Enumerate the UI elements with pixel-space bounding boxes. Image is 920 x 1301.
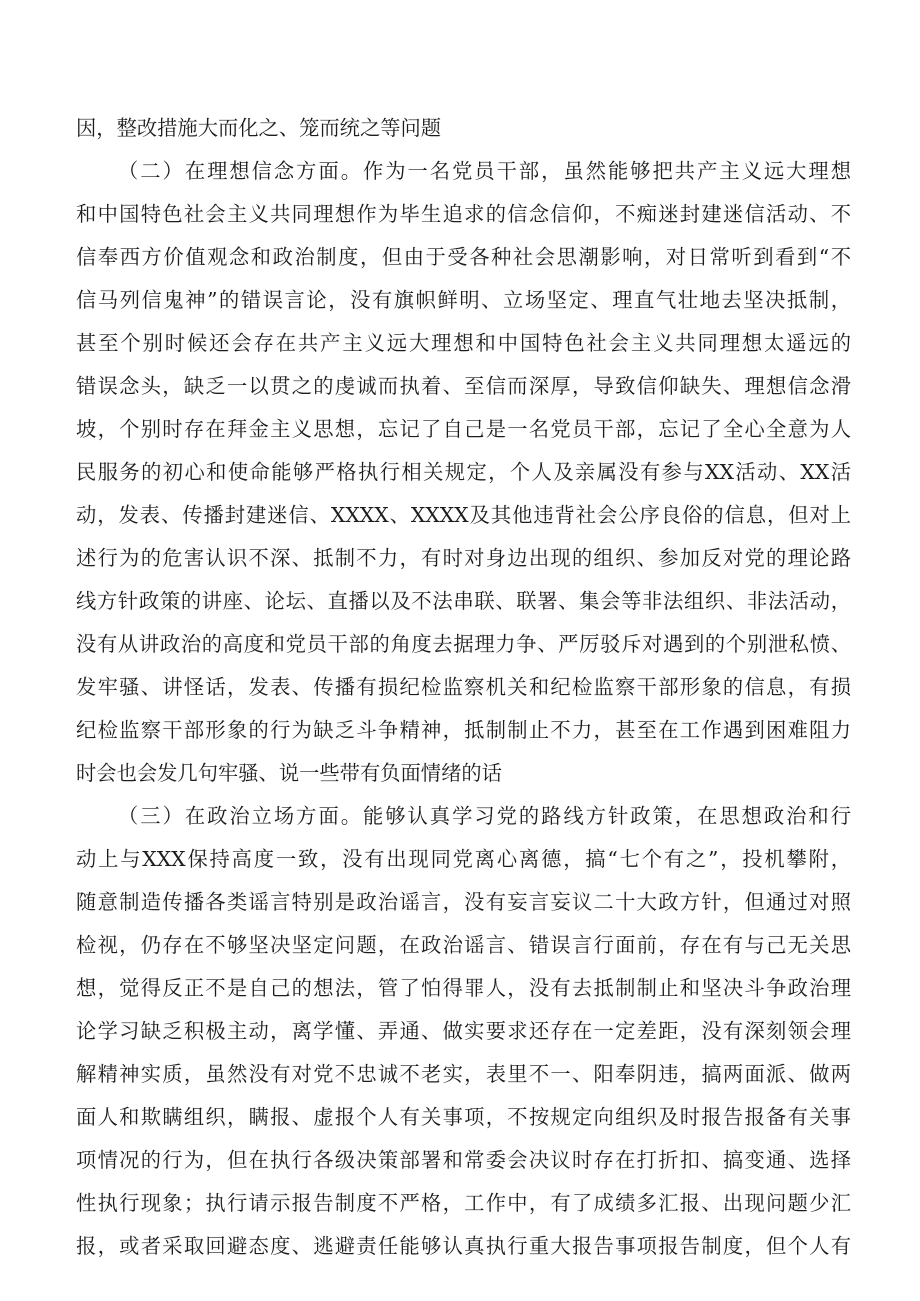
paragraph-line: 和中国特色社会主义共同理想作为毕生追求的信念信仰，不痴迷封建迷信活动、不 bbox=[76, 202, 851, 226]
paragraph-line: 纪检监察干部形象的行为缺乏斗争精神，抵制制止不力，甚至在工作遇到困难阻力 bbox=[76, 718, 851, 742]
paragraph-line: 时会也会发几句牢骚、说一些带有负面情绪的话 bbox=[76, 761, 502, 785]
paragraph-line: 述行为的危害认识不深、抵制不力，有时对身边出现的组织、参加反对党的理论路 bbox=[76, 546, 851, 570]
paragraph-line: 随意制造传播各类谣言特别是政治谣言，没有妄言妄议二十大政方针，但通过对照 bbox=[76, 890, 851, 914]
paragraph-line: 面人和欺瞒组织，瞒报、虚报个人有关事项，不按规定向组织及时报告报备有关事 bbox=[76, 1105, 851, 1129]
paragraph-line: 信马列信鬼神”的错误言论，没有旗帜鲜明、立场坚定、理直气壮地去坚决抵制， bbox=[76, 288, 851, 312]
paragraph-line: 想，觉得反正不是自己的想法，管了怕得罪人，没有去抵制制止和坚决斗争政治理 bbox=[76, 976, 851, 1000]
paragraph-line: 性执行现象；执行请示报告制度不严格，工作中，有了成绩多汇报、出现问题少汇 bbox=[76, 1191, 851, 1215]
paragraph-line: 动上与XXX保持高度一致，没有出现同党离心离德，搞“七个有之”，投机攀附， bbox=[76, 847, 851, 871]
paragraph-line: 论学习缺乏积极主动，离学懂、弄通、做实要求还存在一定差距，没有深刻领会理 bbox=[76, 1019, 851, 1043]
paragraph-line: 因，整改措施大而化之、笼而统之等问题 bbox=[76, 116, 442, 140]
paragraph-line: 坡，个别时存在拜金主义思想，忘记了自己是一名党员干部，忘记了全心全意为人 bbox=[76, 417, 851, 441]
paragraph-line: 检视，仍存在不够坚决坚定问题，在政治谣言、错误言行面前，存在有与己无关思 bbox=[76, 933, 851, 957]
paragraph-line: 项情况的行为，但在执行各级决策部署和常委会决议时存在打折扣、搞变通、选择 bbox=[76, 1148, 851, 1172]
paragraph-line: 错误念头，缺乏一以贯之的虔诚而执着、至信而深厚，导致信仰缺失、理想信念滑 bbox=[76, 374, 851, 398]
paragraph-line: 发牢骚、讲怪话，发表、传播有损纪检监察机关和纪检监察干部形象的信息，有损 bbox=[76, 675, 851, 699]
paragraph-line: 甚至个别时候还会存在共产主义远大理想和中国特色社会主义共同理想太遥远的 bbox=[76, 331, 851, 355]
paragraph-line: 信奉西方价值观念和政治制度，但由于受各种社会思潮影响，对日常听到看到“不 bbox=[76, 245, 851, 269]
paragraph-line: 线方针政策的讲座、论坛、直播以及不法串联、联署、集会等非法组织、非法活动， bbox=[76, 589, 851, 613]
paragraph-line: 没有从讲政治的高度和党员干部的角度去据理力争、严厉驳斥对遇到的个别泄私愤、 bbox=[76, 632, 851, 656]
section-heading-line: （三）在政治立场方面。能够认真学习党的路线方针政策，在思想政治和行 bbox=[118, 804, 851, 828]
section-heading-line: （二）在理想信念方面。作为一名党员干部，虽然能够把共产主义远大理想 bbox=[118, 159, 851, 183]
paragraph-line: 报，或者采取回避态度、逃避责任能够认真执行重大报告事项报告制度，但个人有 bbox=[76, 1234, 851, 1258]
paragraph-line: 解精神实质，虽然没有对党不忠诚不老实，表里不一、阳奉阴违，搞两面派、做两 bbox=[76, 1062, 851, 1086]
paragraph-line: 动，发表、传播封建迷信、XXXX、XXXX及其他违背社会公序良俗的信息，但对上 bbox=[76, 503, 851, 527]
paragraph-line: 民服务的初心和使命能够严格执行相关规定，个人及亲属没有参与XX活动、XX活 bbox=[76, 460, 851, 484]
